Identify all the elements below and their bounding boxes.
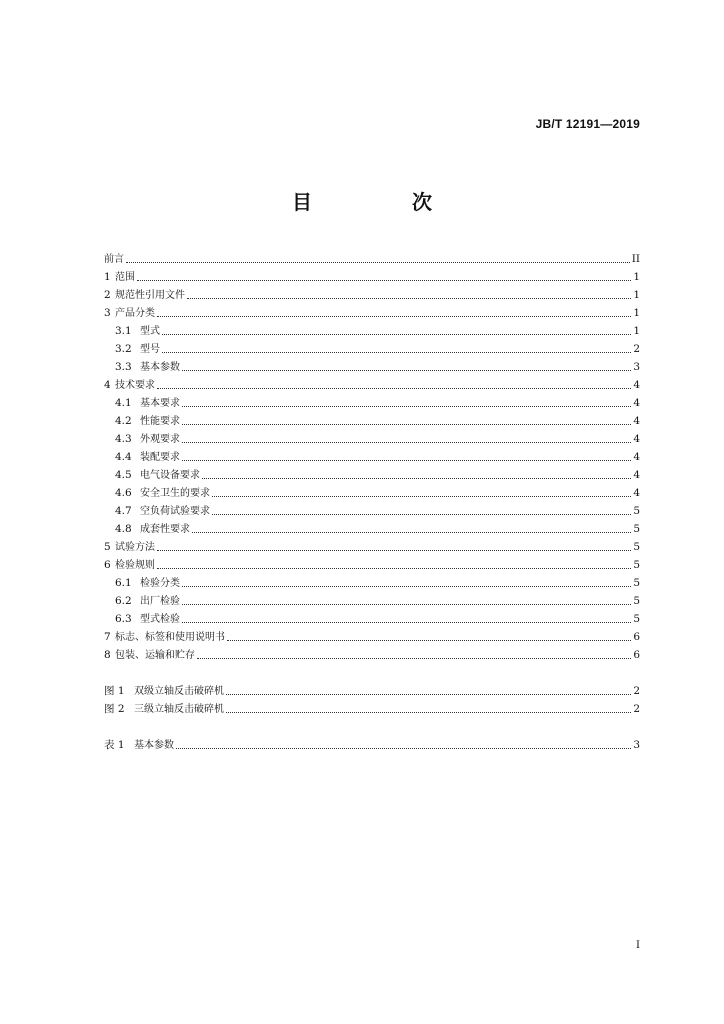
toc-entry-page: II [631,253,640,265]
toc-dot-leader [162,334,631,335]
toc-entry-page: 4 [633,379,640,391]
toc-entry-number: 6 [104,559,111,571]
toc-entry-label: 试验方法 [115,542,155,553]
toc-entry-label: 装配要求 [140,452,180,463]
toc-entry[interactable] [104,482,640,500]
toc-entry-page: 3 [633,361,640,373]
toc-entry-label: 基本参数 [134,740,174,751]
toc-entry-label: 标志、标签和使用说明书 [115,632,225,643]
toc-entry[interactable] [104,248,640,266]
toc-entry-page: 4 [633,433,640,445]
toc-entry[interactable] [104,446,640,464]
toc-entry-page: 5 [633,577,640,589]
toc-dot-leader [157,568,631,569]
toc-entry-label: 三级立轴反击破碎机 [134,704,224,715]
toc-entry[interactable] [104,464,640,482]
toc-entry[interactable] [104,536,640,554]
toc-entry-number: 8 [104,649,111,661]
toc-entry-number: 4.3 [115,433,132,445]
toc-entry-label: 电气设备要求 [140,470,200,481]
toc-entry-page: 5 [633,505,640,517]
toc-entry[interactable] [104,554,640,572]
toc-entry-page: 1 [633,325,640,337]
toc-entry-page: 5 [633,541,640,553]
toc-entry-page: 4 [633,487,640,499]
toc-dot-leader [182,460,631,461]
toc-dot-leader [226,712,631,713]
toc-dot-leader [202,478,631,479]
toc-entry-label: 性能要求 [140,416,180,427]
toc-dot-leader [182,622,631,623]
toc-entry-label: 产品分类 [115,308,155,319]
toc-entry-label: 包装、运输和贮存 [115,650,195,661]
toc-entry-label: 成套性要求 [140,524,190,535]
toc-dot-leader [162,352,631,353]
toc-entry-number: 6.1 [115,577,132,589]
toc-dot-leader [157,388,631,389]
toc-dot-leader [137,280,631,281]
toc-entry[interactable] [104,572,640,590]
toc-dot-leader [226,694,631,695]
toc-entry-label: 范围 [115,272,135,283]
toc-entry[interactable] [104,644,640,662]
toc-entry-number: 6.2 [115,595,132,607]
toc-main-list [104,248,640,662]
toc-entry[interactable] [104,338,640,356]
toc-entry-number: 图 1 [104,685,125,697]
toc-entry-number: 4.7 [115,505,132,517]
toc-dot-leader [212,514,631,515]
toc-entry-page: 6 [633,649,640,661]
toc-entry-number: 4 [104,379,111,391]
toc-dot-leader [157,550,631,551]
toc-entry[interactable] [104,626,640,644]
toc-entry-label: 空负荷试验要求 [140,506,210,517]
toc-entry[interactable] [104,590,640,608]
toc-entry-number: 2 [104,289,111,301]
toc-dot-leader [212,496,631,497]
toc-entry-label: 前言 [104,254,124,265]
toc-dot-leader [197,658,631,659]
toc-entry-number: 3.2 [115,343,132,355]
toc-entry-page: 5 [633,523,640,535]
toc-entry[interactable] [104,608,640,626]
toc-entry-number: 6.3 [115,613,132,625]
toc-entry-number: 4.2 [115,415,132,427]
toc-entry-page: 5 [633,559,640,571]
toc-entry-page: 4 [633,415,640,427]
toc-entry-label: 基本要求 [140,398,180,409]
toc-gap [104,662,640,680]
toc-entry-number: 4.5 [115,469,132,481]
toc-entry-page: 4 [633,397,640,409]
toc-entry[interactable] [104,518,640,536]
toc-entry[interactable] [104,410,640,428]
toc-entry-number: 4.6 [115,487,132,499]
toc-entry-page: 4 [633,469,640,481]
toc-dot-leader [187,298,631,299]
toc-dot-leader [182,604,631,605]
toc-entry[interactable] [104,266,640,284]
toc-entry-page: 5 [633,595,640,607]
toc-entry-label: 出厂检验 [140,596,180,607]
toc-entry-label: 双级立轴反击破碎机 [134,686,224,697]
toc-dot-leader [182,370,631,371]
toc-gap [104,716,640,734]
toc-entry-page: 4 [633,451,640,463]
page-number: I [636,940,640,951]
toc-entry-page: 2 [633,703,640,715]
toc-entry[interactable] [104,374,640,392]
toc-entry-page: 5 [633,613,640,625]
toc-entry-label: 安全卫生的要求 [140,488,210,499]
toc-entry-number: 3.1 [115,325,132,337]
toc-entry-number: 1 [104,271,111,283]
toc-entry[interactable] [104,680,640,698]
toc-entry-label: 型式 [140,326,160,337]
toc-dot-leader [176,748,631,749]
toc-dot-leader [192,532,631,533]
toc-entry-number: 表 1 [104,739,125,751]
table-of-contents [104,248,640,752]
toc-entry[interactable] [104,500,640,518]
toc-dot-leader [126,262,630,263]
page-title: 目 次 [292,190,472,214]
toc-entry-label: 检验分类 [140,578,180,589]
toc-dot-leader [182,586,631,587]
toc-entry-number: 图 2 [104,703,125,715]
toc-dot-leader [227,640,631,641]
toc-entry-label: 型号 [140,344,160,355]
toc-table-list [104,734,640,752]
toc-entry[interactable] [104,428,640,446]
toc-entry-number: 7 [104,631,111,643]
toc-entry-number: 4.4 [115,451,132,463]
toc-dot-leader [182,442,631,443]
toc-entry-number: 5 [104,541,111,553]
toc-entry[interactable] [104,302,640,320]
toc-entry[interactable] [104,392,640,410]
toc-entry-number: 3 [104,307,111,319]
toc-dot-leader [182,424,631,425]
toc-entry-page: 2 [633,685,640,697]
toc-entry-label: 型式检验 [140,614,180,625]
toc-entry-page: 2 [633,343,640,355]
toc-entry[interactable] [104,356,640,374]
toc-entry-page: 1 [633,289,640,301]
toc-entry-page: 1 [633,271,640,283]
toc-entry-page: 3 [633,739,640,751]
toc-entry-page: 1 [633,307,640,319]
toc-entry-label: 检验规则 [115,560,155,571]
toc-entry[interactable] [104,320,640,338]
toc-dot-leader [182,406,631,407]
toc-figure-list [104,680,640,716]
toc-entry-page: 6 [633,631,640,643]
toc-entry-label: 规范性引用文件 [115,290,185,301]
toc-entry-number: 4.1 [115,397,132,409]
toc-dot-leader [157,316,631,317]
toc-entry-number: 4.8 [115,523,132,535]
toc-entry-number: 3.3 [115,361,132,373]
toc-entry-label: 技术要求 [115,380,155,391]
toc-entry[interactable] [104,284,640,302]
document-code: JB/T 12191—2019 [535,117,640,131]
toc-entry-label: 基本参数 [140,362,180,373]
toc-entry[interactable] [104,698,640,716]
toc-entry-label: 外观要求 [140,434,180,445]
toc-entry[interactable] [104,734,640,752]
